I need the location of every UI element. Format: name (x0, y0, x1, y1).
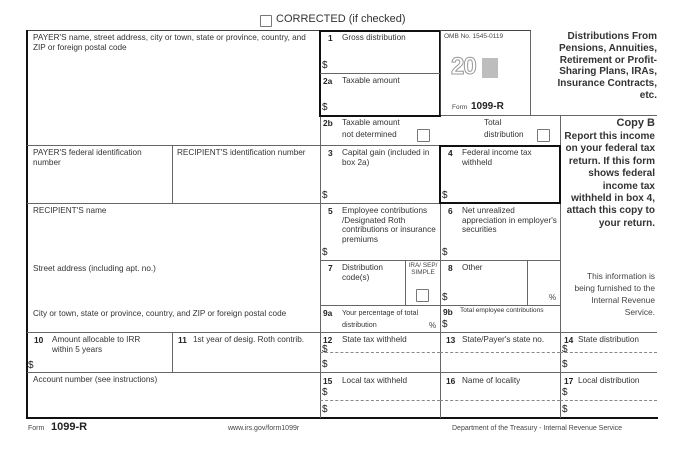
box-16-field-2[interactable] (442, 403, 557, 416)
copy-label: Copy B (616, 117, 655, 129)
box-11-field[interactable] (176, 348, 316, 371)
box-3-label: Capital gain (included in box 2a) (342, 148, 430, 167)
box-7-field[interactable] (330, 285, 402, 303)
box-17-field-2[interactable] (570, 403, 655, 416)
omb-top (440, 30, 531, 31)
box-6-dollar: $ (442, 247, 448, 258)
divider-omb-left (440, 30, 441, 115)
box-9b-number: 9b (443, 307, 453, 317)
box-12-field-2[interactable] (330, 357, 435, 371)
recipient-street-label: Street address (including apt. no.) (33, 264, 156, 273)
box-17-dollar-1: $ (562, 387, 568, 398)
box-12-label: State tax withheld (342, 335, 407, 344)
box-4-number: 4 (448, 148, 453, 158)
account-number-label: Account number (see instructions) (33, 375, 158, 384)
box-15-field-1[interactable] (330, 388, 435, 399)
box-9a-percent: % (429, 321, 437, 330)
dash-17 (560, 400, 657, 401)
box-2a-field[interactable] (330, 88, 435, 113)
side-line-115 (560, 115, 657, 116)
box-14-dollar-2: $ (562, 359, 568, 370)
copy-instructions: Report this income on your federal tax return. If this form shows federal income tax withheld in box 4, attach this copy to your return. (564, 131, 655, 229)
total-distribution-label-1: Total (484, 118, 502, 127)
box-12-field-1[interactable] (330, 345, 435, 352)
omb-number: OMB No. 1545-0119 (444, 33, 504, 40)
payer-fed-id-label: PAYER'S federal identification number (33, 148, 142, 167)
box-16-number: 16 (446, 376, 456, 386)
box-17-label: Local distribution (578, 376, 640, 385)
box-5-number: 5 (328, 206, 333, 216)
recipient-name-label: RECIPIENT'S name (33, 206, 107, 215)
box-7-label: Distribution code(s) (342, 263, 383, 282)
box-5-field[interactable] (330, 245, 435, 259)
box-4-dollar: $ (442, 190, 448, 201)
box-13-field-2[interactable] (442, 357, 557, 371)
box-11-number: 11 (178, 335, 187, 345)
recipient-street-field[interactable] (28, 276, 318, 304)
box-14-number: 14 (564, 335, 574, 345)
recipient-name-field[interactable] (28, 218, 318, 260)
box-7-number: 7 (328, 263, 333, 273)
box-6-number: 6 (448, 206, 453, 216)
box-13-field-1[interactable] (442, 345, 557, 352)
box-8-percent: % (549, 293, 557, 302)
footer-agency: Department of the Treasury - Internal Revenue Service (452, 425, 623, 432)
box-2a-number: 2a (323, 76, 333, 86)
dash-13 (440, 352, 560, 353)
row-line-1-2a (320, 73, 440, 74)
box-3-dollar: $ (322, 190, 328, 201)
recipient-id-label: RECIPIENT'S identification number (177, 148, 306, 157)
box-1-number: 1 (328, 33, 333, 43)
box-9b-dollar: $ (442, 319, 448, 330)
box-2a-label: Taxable amount (342, 76, 400, 85)
divider-10-11 (172, 332, 173, 372)
recipient-city-label: City or town, state or province, country, and ZIP or foreign postal code (33, 309, 287, 318)
row-line-305 (320, 305, 560, 306)
box-17-field-1[interactable] (570, 388, 655, 399)
corrected-checkbox[interactable] (260, 15, 272, 27)
box-6-label: Net unrealized appreciation in employer's securities (462, 206, 557, 235)
box-14-field-2[interactable] (570, 357, 655, 371)
box-14-label: State distribution (578, 335, 639, 344)
row-line-145-left (27, 145, 320, 146)
box-9a-label: Your percentage of total distribution (342, 308, 419, 329)
box-3-number: 3 (328, 148, 333, 158)
box-16-field-1[interactable] (442, 388, 557, 399)
taxable-not-determined-checkbox[interactable] (417, 129, 430, 142)
total-distribution-label-2: distribution (484, 130, 524, 139)
omb-form-name: 1099-R (471, 101, 504, 112)
box-1-label: Gross distribution (342, 33, 406, 42)
ira-sep-simple-checkbox[interactable] (416, 289, 429, 302)
box-2b-label-2: not determined (342, 130, 397, 139)
box-8-percent-field[interactable] (529, 265, 559, 303)
box-5-dollar: $ (322, 247, 328, 258)
box-2a-dollar: $ (322, 102, 328, 113)
tax-year: 20 (451, 53, 476, 80)
footer-form-prefix: Form (28, 425, 45, 432)
corrected-label: CORRECTED (if checked) (276, 13, 406, 25)
form-title: Distributions From Pensions, Annuities, Retirement or Profit-Sharing Plans, IRAs, Insurance Contracts, etc. (557, 31, 657, 101)
recipient-id-field[interactable] (174, 170, 318, 202)
ira-sep-simple-label: IRA/ SEP/ SIMPLE (408, 262, 438, 276)
omb-form-prefix: Form (452, 104, 468, 111)
row-line-260 (320, 260, 560, 261)
box-10-field[interactable] (38, 356, 168, 371)
divider-ids (172, 145, 173, 203)
box-10-dollar: $ (28, 360, 34, 371)
box-13-number: 13 (446, 335, 456, 345)
row-line-332 (27, 332, 657, 333)
box-12-dollar-2: $ (322, 359, 328, 370)
box-5-label: Employee contributions /Designated Roth contributions or insurance premiums (342, 206, 436, 244)
box-8-dollar: $ (442, 292, 448, 303)
payer-name-field[interactable] (28, 55, 318, 143)
divider-8-pct (527, 260, 528, 305)
box-9a-number: 9a (323, 308, 333, 318)
box-10-number: 10 (34, 335, 44, 345)
box-1-field[interactable] (330, 45, 435, 71)
dash-16 (440, 400, 560, 401)
dash-15 (320, 400, 440, 401)
divider-omb-right (530, 30, 531, 115)
box-17-number: 17 (564, 376, 574, 386)
box-1-dollar: $ (322, 60, 328, 71)
box-14-dollar-1: $ (562, 344, 568, 355)
box-14-field-1[interactable] (570, 345, 655, 352)
box-8-amount-field[interactable] (450, 278, 525, 303)
box-2b-label-1: Taxable amount (342, 118, 400, 127)
dash-14 (560, 352, 657, 353)
footer-form-name: 1099-R (51, 421, 88, 433)
box-15-label: Local tax withheld (342, 376, 408, 385)
box-6-field[interactable] (450, 240, 555, 259)
box-9b-field[interactable] (450, 318, 555, 331)
box-15-dollar-2: $ (322, 404, 328, 415)
form-bottom-border (26, 417, 658, 419)
footer-url[interactable]: www.irs.gov/form1099r (228, 425, 300, 432)
payer-name-label: PAYER'S name, street address, city or town, state or province, country, and ZIP or foreign postal code (33, 33, 306, 52)
box-12-dollar-1: $ (322, 344, 328, 355)
box-12-number: 12 (323, 335, 333, 345)
box-4-label: Federal income tax withheld (462, 148, 532, 167)
account-number-field[interactable] (28, 388, 318, 416)
irs-info-text: This information is being furnished to the Internal Revenue Service. (574, 271, 655, 317)
tax-year-block[interactable] (482, 58, 498, 78)
box-9b-label: Total employee contributions (460, 307, 544, 314)
row-line-372 (27, 372, 657, 373)
box-9a-field[interactable] (390, 318, 428, 331)
box-2b-number: 2b (323, 118, 333, 128)
box-17-dollar-2: $ (562, 404, 568, 415)
payer-fed-id-field[interactable] (28, 170, 170, 202)
box-8-number: 8 (448, 263, 453, 273)
box-8-label: Other (462, 263, 483, 272)
box-15-number: 15 (323, 376, 333, 386)
box-11-label: 1st year of desig. Roth contrib. (193, 335, 305, 344)
box-16-label: Name of locality (462, 376, 521, 385)
recipient-city-field[interactable] (28, 320, 318, 331)
box-15-field-2[interactable] (330, 403, 435, 416)
box-15-dollar-1: $ (322, 387, 328, 398)
box-10-label: Amount allocable to IRR within 5 years (52, 335, 141, 354)
total-distribution-checkbox[interactable] (537, 129, 550, 142)
box-13-label: State/Payer's state no. (462, 335, 545, 344)
box-4-field[interactable] (450, 170, 555, 201)
dash-12 (320, 352, 440, 353)
box-3-field[interactable] (330, 170, 435, 201)
